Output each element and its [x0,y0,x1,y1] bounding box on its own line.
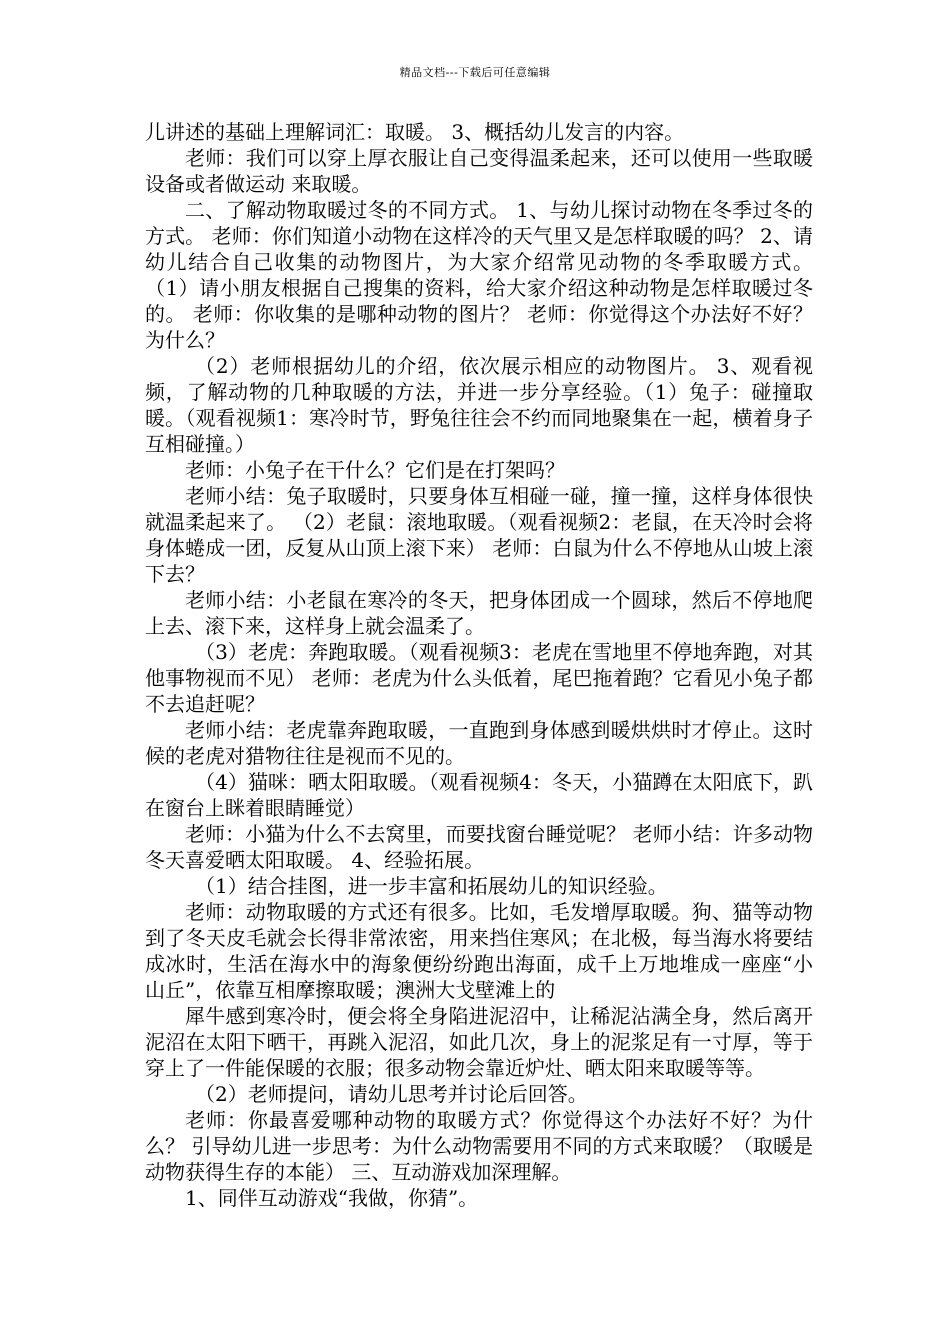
paragraph: （3）老虎：奔跑取暖。（观看视频3：老虎在雪地里不停地奔跑，对其他事物视而不见） 老师：老虎为什么头低着，尾巴拖着跑？它看见小兔子都不去追赶呢？ [145,640,813,716]
paragraph: 1、同伴互动游戏“我做，你猜”。 [185,1186,479,1210]
paragraph: 老师：小兔子在干什么？它们是在打架吗？ [185,458,565,482]
paragraph: （1）结合挂图，进一步丰富和拓展幼儿的知识经验。 [195,874,668,898]
paragraph: （2）老师根据幼儿的介绍，依次展示相应的动物图片。 3、观看视频，了解动物的几种取暖的方法，并进一步分享经验。（1）兔子：碰撞取暖。（观看视频1：寒冷时节，野兔往往会不约而同地聚集在一起，横着身子互相碰撞。） [145,354,813,456]
paragraph: 犀牛感到寒冷时，便会将全身陷进泥沼中，让稀泥沾满全身，然后离开泥沼在太阳下晒干，再跳入泥沼，如此几次，身上的泥浆足有一寸厚，等于穿上了一件能保暖的衣服；很多动物会靠近炉灶、晒太阳来取暖等等。 [145,1004,813,1080]
paragraph: （2）老师提问，请幼儿思考并讨论后回答。 [195,1082,588,1106]
paragraph: 老师：你最喜爱哪种动物的取暖方式？你觉得这个办法好不好？为什么？ 引导幼儿进一步思考：为什么动物需要用不同的方式来取暖？（取暖是动物获得生存的本能） 三、互动游戏加深理解。 [145,1108,813,1184]
paragraph: 老师小结：老虎靠奔跑取暖，一直跑到身体感到暖烘烘时才停止。这时候的老虎对猎物往往是视而不见的。 [145,718,813,768]
document-body [145,119,813,1211]
paragraph: 老师小结：小老鼠在寒冷的冬天，把身体团成一个圆球，然后不停地爬上去、滚下来，这样身上就会温柔了。 [145,588,813,638]
paragraph: 老师：我们可以穿上厚衣服让自己变得温柔起来，还可以使用一些取暖设备或者做运动 来取暖。 [145,146,813,196]
paragraph: 儿讲述的基础上理解词汇：取暖。 3、概括幼儿发言的内容。 [145,120,685,144]
paragraph: 老师小结：兔子取暖时，只要身体互相碰一碰，撞一撞，这样身体很快就温柔起来了。 （2）老鼠：滚地取暖。（观看视频2：老鼠，在天冷时会将身体蜷成一团，反复从山顶上滚下来） 老师：白鼠为什么不停地从山坡上滚下去？ [145,484,813,586]
paragraph: 二、了解动物取暖过冬的不同方式。 1、与幼儿探讨动物在冬季过冬的方式。 老师：你们知道小动物在这样冷的天气里又是怎样取暖的吗？ 2、请幼儿结合自己收集的动物图片，为大家介绍常见动物的冬季取暖方式。 （1）请小朋友根据自己搜集的资料，给大家介绍这种动物是怎样取暖过冬的。 老师：你收集的是哪种动物的图片？ 老师：你觉得这个办法好不好？为什么？ [145,198,813,352]
paragraph: 老师：动物取暖的方式还有很多。比如，毛发增厚取暖。狗、猫等动物到了冬天皮毛就会长得非常浓密，用来挡住寒风；在北极，每当海水将要结成冰时，生活在海水中的海象便纷纷跑出海面，成千上万地堆成一座座“小山丘”，依靠互相摩擦取暖；澳洲大戈壁滩上的 [145,900,813,1002]
page-header: 精品文档---下载后可任意编辑 [399,66,551,79]
paragraph: （4）猫咪：晒太阳取暖。（观看视频4：冬天，小猫蹲在太阳底下，趴在窗台上眯着眼睛睡觉） [145,770,813,820]
paragraph: 老师：小猫为什么不去窝里，而要找窗台睡觉呢？ 老师小结：许多动物冬天喜爱晒太阳取暖。 4、经验拓展。 [145,822,813,872]
